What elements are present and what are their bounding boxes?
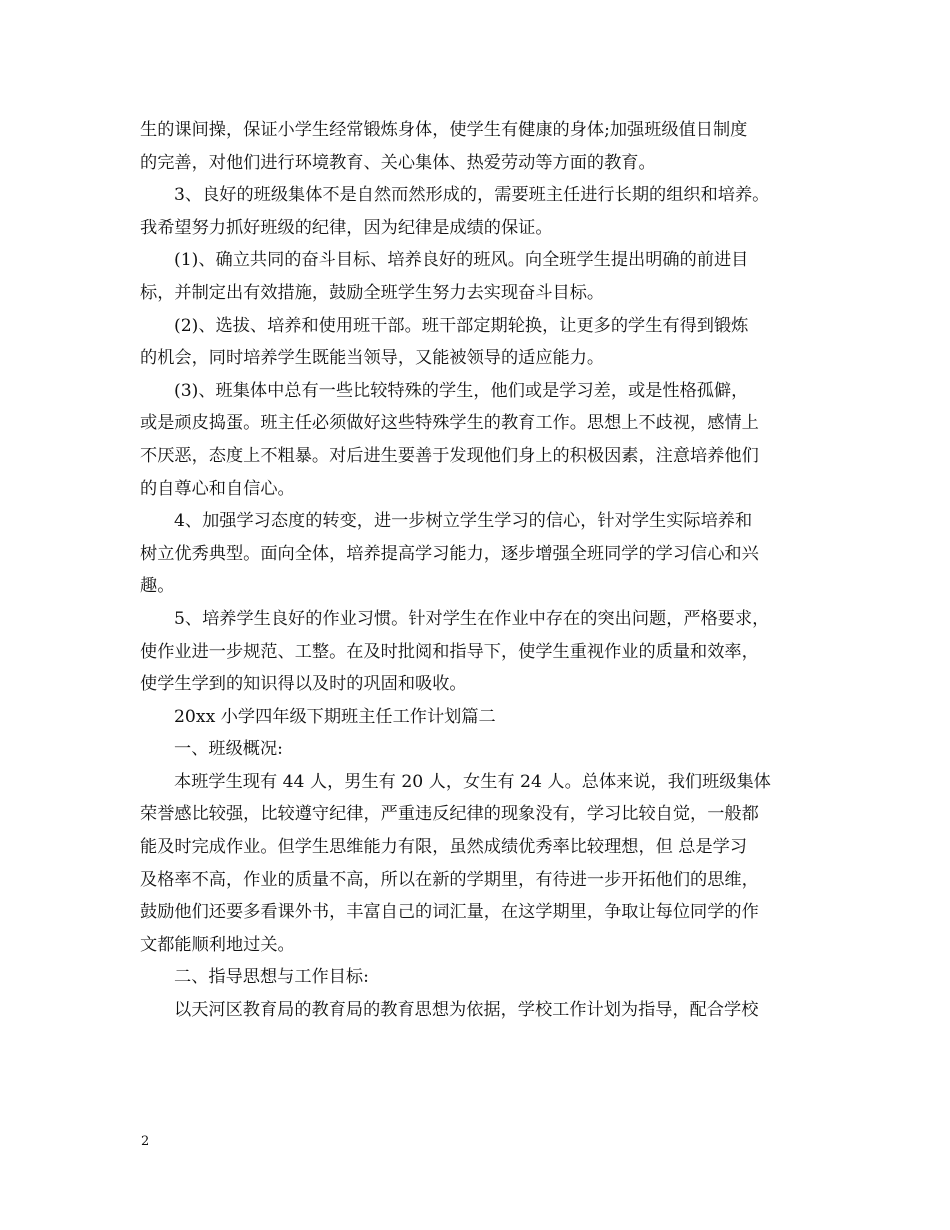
text-line: 本班学生现有 44 人，男生有 20 人，女生有 24 人。总体来说，我们班级集体 <box>174 771 771 792</box>
body-text <box>140 114 820 1027</box>
text-line: 树立优秀典型。面向全体，培养提高学习能力，逐步增强全班同学的学习信心和兴 <box>140 543 759 564</box>
text-line: 以天河区教育局的教育局的教育思想为依据，学校工作计划为指导，配合学校 <box>174 1000 759 1021</box>
text-line: 4、加强学习态度的转变，进一步树立学生学习的信心，针对学生实际培养和 <box>174 511 753 532</box>
page-number: 2 <box>141 1134 150 1149</box>
text-line: (1)、确立共同的奋斗目标、培养良好的班风。向全班学生提出明确的前进目 <box>174 250 749 271</box>
text-line: 或是顽皮捣蛋。班主任必须做好这些特殊学生的教育工作。思想上不歧视，感情上 <box>140 413 759 434</box>
text-line: 生的课间操，保证小学生经常锻炼身体，使学生有健康的身体;加强班级值日制度 <box>140 120 748 140</box>
text-line: 能及时完成作业。但学生思维能力有限，虽然成绩优秀率比较理想，但 总是学习 <box>140 837 748 858</box>
text-line: 的自尊心和自信心。 <box>140 478 295 499</box>
text-line: 的机会，同时培养学生既能当领导，又能被领导的适应能力。 <box>140 348 605 369</box>
text-line: (2)、选拔、培养和使用班干部。班干部定期轮换，让更多的学生有得到锻炼 <box>174 315 749 336</box>
text-line: 不厌恶，态度上不粗暴。对后进生要善于发现他们身上的积极因素，注意培养他们 <box>140 445 759 466</box>
text-line: 文都能顺利地过关。 <box>140 934 295 955</box>
text-line: 荣誉感比较强，比较遵守纪律，严重违反纪律的现象没有，学习比较自觉，一般都 <box>140 804 759 825</box>
text-line: 的完善，对他们进行环境教育、关心集体、热爱劳动等方面的教育。 <box>140 152 656 173</box>
text-line: 我希望努力抓好班级的纪律，因为纪律是成绩的保证。 <box>140 217 553 238</box>
text-line: 3、良好的班级集体不是自然而然形成的，需要班主任进行长期的组织和培养。 <box>174 185 770 206</box>
text-line: 一、班级概况: <box>174 739 283 760</box>
text-line: 使作业进一步规范、工整。在及时批阅和指导下，使学生重视作业的质量和效率， <box>140 641 759 662</box>
text-line: 趣。 <box>140 576 175 597</box>
text-line: 20xx 小学四年级下期班主任工作计划篇二 <box>174 706 496 727</box>
text-line: 鼓励他们还要多看课外书，丰富自己的词汇量，在这学期里，争取让每位同学的作 <box>140 902 759 923</box>
text-line: 使学生学到的知识得以及时的巩固和吸收。 <box>140 674 467 695</box>
text-line: 标，并制定出有效措施，鼓励全班学生努力去实现奋斗目标。 <box>140 282 605 303</box>
text-line: 及格率不高，作业的质量不高，所以在新的学期里，有待进一步开拓他们的思维， <box>140 869 759 890</box>
text-line: 二、指导思想与工作目标: <box>174 967 369 988</box>
text-line: 5、培养学生良好的作业习惯。针对学生在作业中存在的突出问题，严格要求， <box>174 608 770 629</box>
text-line: (3)、班集体中总有一些比较特殊的学生，他们或是学习差，或是性格孤僻， <box>174 380 749 401</box>
